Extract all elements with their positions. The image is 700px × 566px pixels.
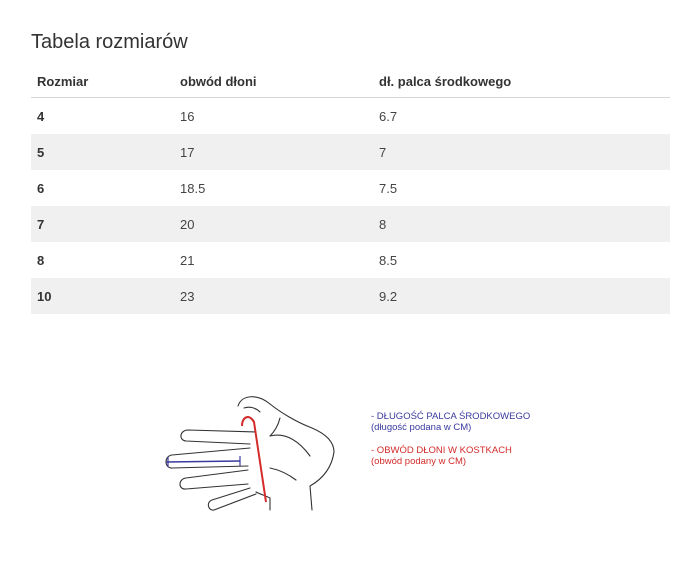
cell-size: 5 — [31, 134, 174, 170]
cell-hand-circumference: 17 — [174, 134, 373, 170]
table-row — [31, 170, 670, 206]
legend-middle-finger-note: (długość podana w CM) — [371, 422, 472, 433]
legend-middle-finger — [371, 411, 530, 433]
cell-hand-circumference: 20 — [174, 206, 373, 242]
page-title: Tabela rozmiarów — [31, 31, 188, 53]
cell-hand-circumference: 21 — [180, 252, 195, 268]
cell-middle-finger-length: 7 — [373, 134, 670, 170]
legend-middle-finger-title: - DŁUGOŚĆ PALCA ŚRODKOWEGO — [371, 411, 531, 422]
legend-hand-circumference — [371, 445, 530, 467]
length-marker — [166, 456, 240, 467]
cell-middle-finger-length: 8.5 — [379, 252, 398, 268]
cell-size: 4 — [37, 108, 45, 124]
hand-illustration — [120, 370, 360, 530]
cell-middle-finger-length: 7.5 — [379, 180, 398, 196]
cell-hand-circumference: 18.5 — [180, 180, 206, 196]
legend-hand-circumference-title: - OBWÓD DŁONI W KOSTKACH — [371, 445, 512, 456]
cell-size: 10 — [31, 278, 174, 314]
table-row — [31, 278, 670, 314]
figure-legend — [371, 411, 530, 467]
table-row — [31, 134, 670, 170]
header-middle-finger-length: dł. palca środkowego — [373, 65, 670, 98]
table-row — [31, 242, 670, 278]
cell-middle-finger-length: 6.7 — [379, 108, 398, 124]
table-row — [31, 206, 670, 242]
cell-size: 7 — [31, 206, 174, 242]
cell-size: 6 — [37, 180, 45, 196]
header-size: Rozmiar — [31, 65, 174, 98]
cell-hand-circumference: 16 — [180, 108, 195, 124]
header-hand-circumference: obwód dłoni — [174, 65, 373, 98]
legend-hand-circumference-note: (obwód podany w CM) — [371, 456, 467, 467]
size-table — [31, 65, 670, 314]
cell-size: 8 — [37, 252, 45, 268]
table-header-row — [31, 65, 670, 98]
cell-hand-circumference: 23 — [174, 278, 373, 314]
cell-middle-finger-length: 9.2 — [373, 278, 670, 314]
hand-measurement-figure — [120, 370, 600, 530]
cell-middle-finger-length: 8 — [373, 206, 670, 242]
table-row — [31, 98, 670, 135]
